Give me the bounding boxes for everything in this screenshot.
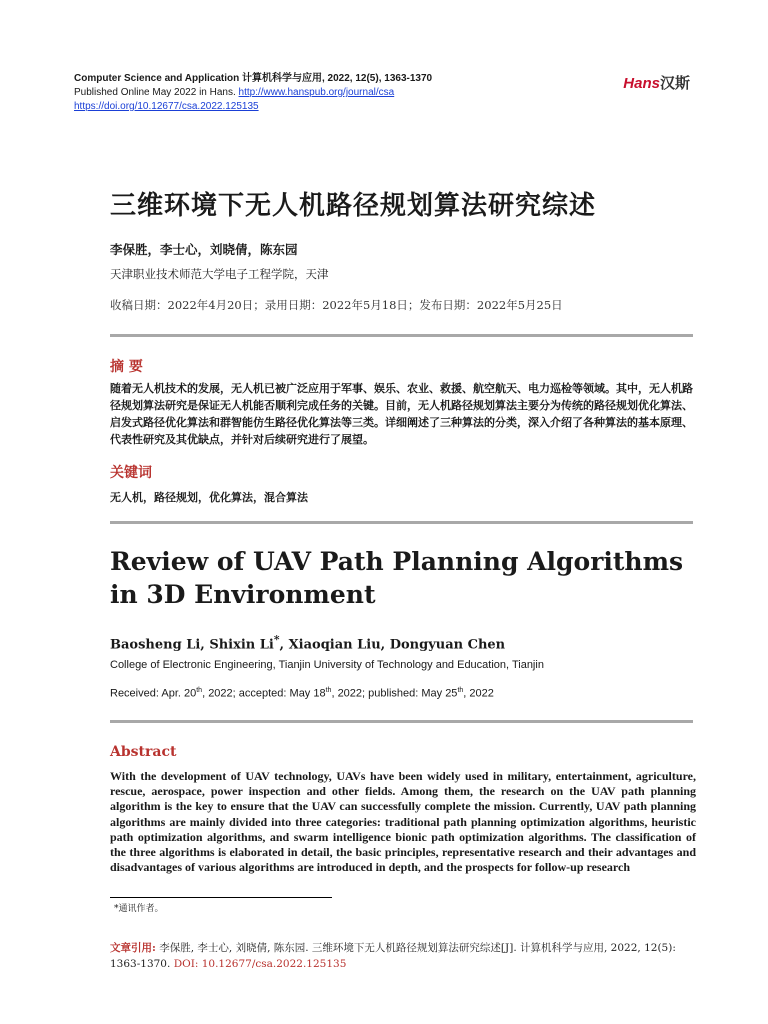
corresponding-author-mark: * — [273, 633, 280, 646]
footnote-rule — [110, 897, 332, 898]
published-prefix: Published Online May 2022 in Hans. — [74, 87, 236, 98]
journal-name-en: Computer Science and Application — [74, 73, 240, 84]
cn-keywords: 无人机，路径规划，优化算法，混合算法 — [110, 491, 308, 504]
cn-affiliation: 天津职业技术师范大学电子工程学院，天津 — [110, 267, 329, 281]
en-authors-rest: , Xiaoqian Liu, Dongyuan Chen — [279, 637, 506, 653]
en-affiliation: College of Electronic Engineering, Tianjin University of Technology and Education, Tianjin — [110, 659, 544, 671]
published-sup: th — [457, 687, 464, 694]
cn-keywords-heading: 关键词 — [110, 465, 152, 481]
en-authors-main: Baosheng Li, Shixin Li — [110, 637, 274, 653]
cn-title: 三维环境下无人机路径规划算法研究综述 — [110, 191, 597, 221]
accepted-sup: th — [325, 687, 332, 694]
journal-header — [74, 72, 432, 114]
cn-dates: 收稿日期：2022年4月20日；录用日期：2022年5月18日；发布日期：2022年5月25日 — [110, 298, 563, 312]
en-abstract-body: With the development of UAV technology, UAVs have been widely used in military, entertainment, agriculture, rescue, aerospace, power inspection and other fields. Among them, the research on the UAV path planning algorithm is the key to ensure that the UAV can successfully complete the mission. Currently, UAV path planning algorithms are mainly divided into three categories: traditional path planning optimization algorithms, heuristic path optimization algorithms, and swarm intelligence bionic path optimization algorithms. The classification of the three algorithms is elaborated in detail, the basic principles, representative research and their advantages and disadvantages of various algorithms are introduced in depth, and the prospects for follow-up research — [110, 769, 696, 875]
received-date: Received: Apr. 20 — [110, 687, 197, 700]
citation-label: 文章引用: — [110, 942, 156, 954]
accepted-date: , 2022; accepted: May 18 — [202, 687, 326, 700]
cn-authors: 李保胜，李士心，刘晓倩，陈东园 — [110, 242, 298, 257]
en-abstract-heading: Abstract — [110, 744, 177, 760]
en-authors — [110, 633, 505, 652]
citation-doi[interactable]: DOI: 10.12677/csa.2022.125135 — [173, 958, 347, 970]
published-date: , 2022; published: May 25 — [331, 687, 458, 700]
cn-abstract-heading: 摘 要 — [110, 359, 143, 375]
logo-latin: Hans — [623, 75, 660, 92]
hans-logo — [623, 72, 690, 93]
en-title: Review of UAV Path Planning Algorithms in 3D Environment — [110, 547, 684, 609]
journal-name-cn: 计算机科学与应用, 2022, 12(5), 1363-1370 — [242, 73, 433, 84]
en-dates — [110, 687, 494, 700]
citation-block — [110, 940, 700, 972]
cn-abstract-body: 随着无人机技术的发展，无人机已被广泛应用于军事、娱乐、农业、救援、航空航天、电力巡检等领域。其中，无人机路径规划算法研究是保证无人机能否顺利完成任务的关键。目前，无人机路径规划算法主要分为传统的路径规划优化算法、启发式路径优化算法和群智能仿生路径优化算法等三类。详细阐述了三种算法的分类，深入介绍了各种算法的基本原理、代表性研究及其优缺点，并针对后续研究进行了展望。 — [110, 382, 693, 446]
footnote: *通讯作者。 — [114, 904, 164, 914]
dates-tail: , 2022 — [463, 687, 494, 700]
divider-rule — [110, 720, 693, 723]
divider-rule — [110, 334, 693, 337]
journal-url-link[interactable]: http://www.hanspub.org/journal/csa — [238, 87, 395, 98]
received-sup: th — [196, 687, 203, 694]
divider-rule — [110, 521, 693, 524]
logo-cn: 汉斯 — [659, 75, 690, 92]
doi-link[interactable]: https://doi.org/10.12677/csa.2022.125135 — [74, 101, 259, 112]
citation-text: 李保胜, 李士心, 刘晓倩, 陈东园. 三维环境下无人机路径规划算法研究综述[J]. 计算机科学与应用, 2022, 12(5): 1363-1370. — [110, 942, 676, 970]
